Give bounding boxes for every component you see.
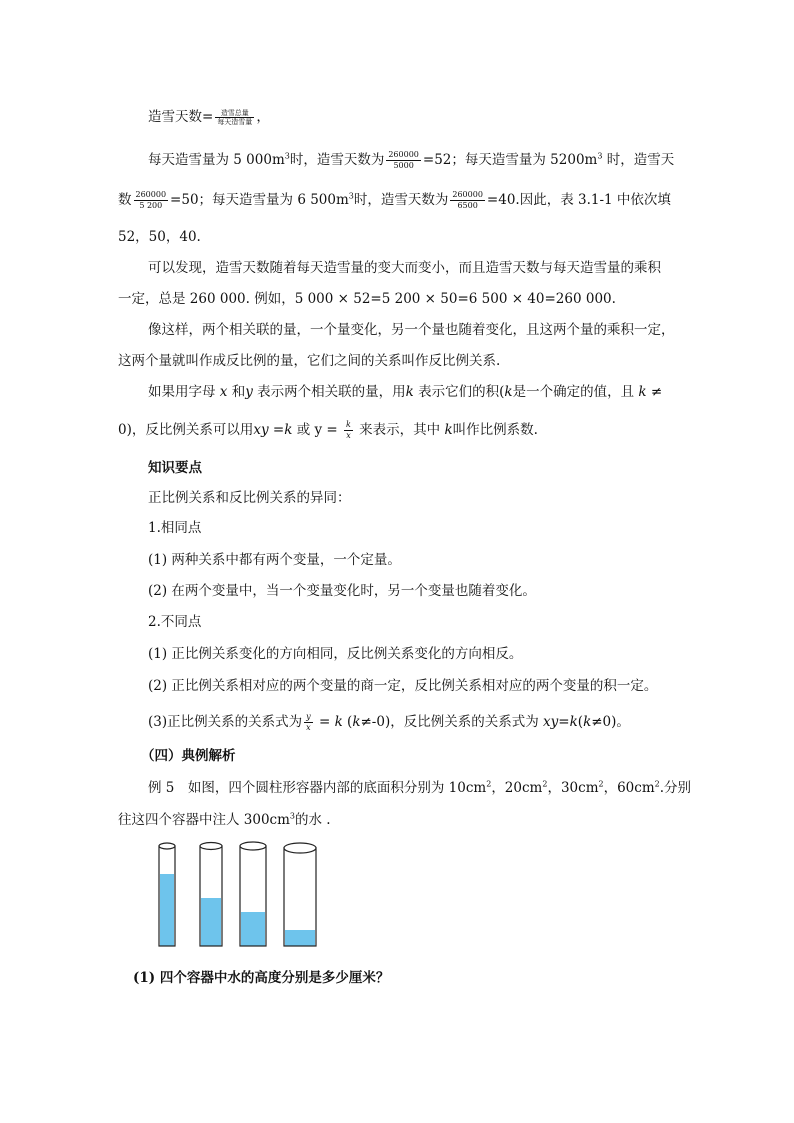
list-heading: 1.相同点 [148, 520, 202, 536]
paragraph-line: 0)，反比例关系可以用xy =k 或 y = $\frac{k}{x}$ 来表示，其中 k叫作比例系数. [118, 420, 538, 440]
cylinder-2 [200, 843, 222, 947]
paragraph-line: 数 $\frac{260000}{5 200}$ =50；每天造雪量为 6 $500m^3$时，造雪天数为 $\frac{260000}{6500}$ =40.因此，表 3.1-1 中依次填 [118, 190, 671, 210]
section-heading: （四）典例解析 [141, 748, 236, 764]
example-statement: 例 5 如图，四个圆柱形容器内部的底面积分别为 $10cm^2$，$20cm^2$，$30cm^2$，$60cm^2$.分别 [148, 779, 692, 796]
paragraph-line: 每天造雪量为 5 $000m^3$时，造雪天数为 $\frac{260000}{5000}$ =52；每天造雪量为 $5200m^3$ 时，造雪天 [148, 150, 675, 170]
cylinder-3-water [241, 912, 265, 946]
paragraph-line: 像这样，两个相关联的量，一个量变化，另一个量也随着变化，且这两个量的乘积一定， [148, 322, 675, 338]
cylinder-2-water [201, 898, 221, 946]
fraction: $\frac{260000}{5000}$ [388, 150, 419, 170]
cylinder-3 [240, 842, 266, 946]
section-heading: 知识要点 [148, 460, 202, 476]
formula-snow-days: 造雪天数= $\frac{\text{造雪总量}}{\text{每天造雪量}}$ ， [148, 109, 270, 126]
cylinder-4 [284, 843, 316, 946]
example-statement: 往这四个容器中注人 $300cm^3$的水 . [118, 811, 331, 828]
list-item: (2) 在两个变量中，当一个变量变化时，另一个变量也随着变化。 [148, 583, 536, 599]
question-1: (1) 四个容器中水的高度分别是多少厘米？ [133, 970, 390, 986]
list-item: (3)正比例关系的关系式为 $\frac{y}{x}$ = k (k≠-0)，反比例关系的关系式为 xy=k(k≠0)。 [148, 712, 630, 732]
fraction-y-over-x: $\frac{y}{x}$ [306, 712, 311, 732]
cylinder-containers-figure [150, 840, 340, 952]
paragraph-line: 正比例关系和反比例关系的异同： [148, 490, 351, 506]
fraction-total-over-daily: $\frac{\text{造雪总量}}{\text{每天造雪量}}$ [217, 109, 253, 126]
definition-line: 这两个量就叫作成反比例的量，它们之间的关系叫作反比例关系. [118, 353, 501, 369]
paragraph-line: 可以发现，造雪天数随着每天造雪量的变大而变小，而且造雪天数与每天造雪量的乘积 [148, 260, 661, 276]
paragraph-line: 如果用字母 x 和y 表示两个相关联的量，用k 表示它们的积(k是一个确定的值，且 k ≠ [148, 384, 663, 400]
list-item: (1) 正比例关系变化的方向相同，反比例关系变化的方向相反。 [148, 646, 523, 662]
fraction: $\frac{260000}{6500}$ [452, 190, 483, 210]
list-item: (2) 正比例关系相对应的两个变量的商一定，反比例关系相对应的两个变量的积一定。 [148, 678, 658, 694]
paragraph-line: 一定，总是 260 000. 例如，5 000 × 52=5 200 × 50=6 500 × 40=260 000. [118, 291, 616, 307]
list-item: (1) 两种关系中都有两个变量，一个定量。 [148, 552, 401, 568]
fraction-k-over-x: $\frac{k}{x}$ [346, 420, 351, 440]
list-heading: 2.不同点 [148, 614, 202, 630]
cylinder-1 [159, 843, 175, 946]
cylinder-1-water [160, 874, 174, 946]
fraction: $\frac{260000}{5 200}$ [135, 190, 167, 210]
paragraph-line: 52，50，40. [118, 229, 201, 245]
cylinder-4-water [285, 930, 315, 946]
